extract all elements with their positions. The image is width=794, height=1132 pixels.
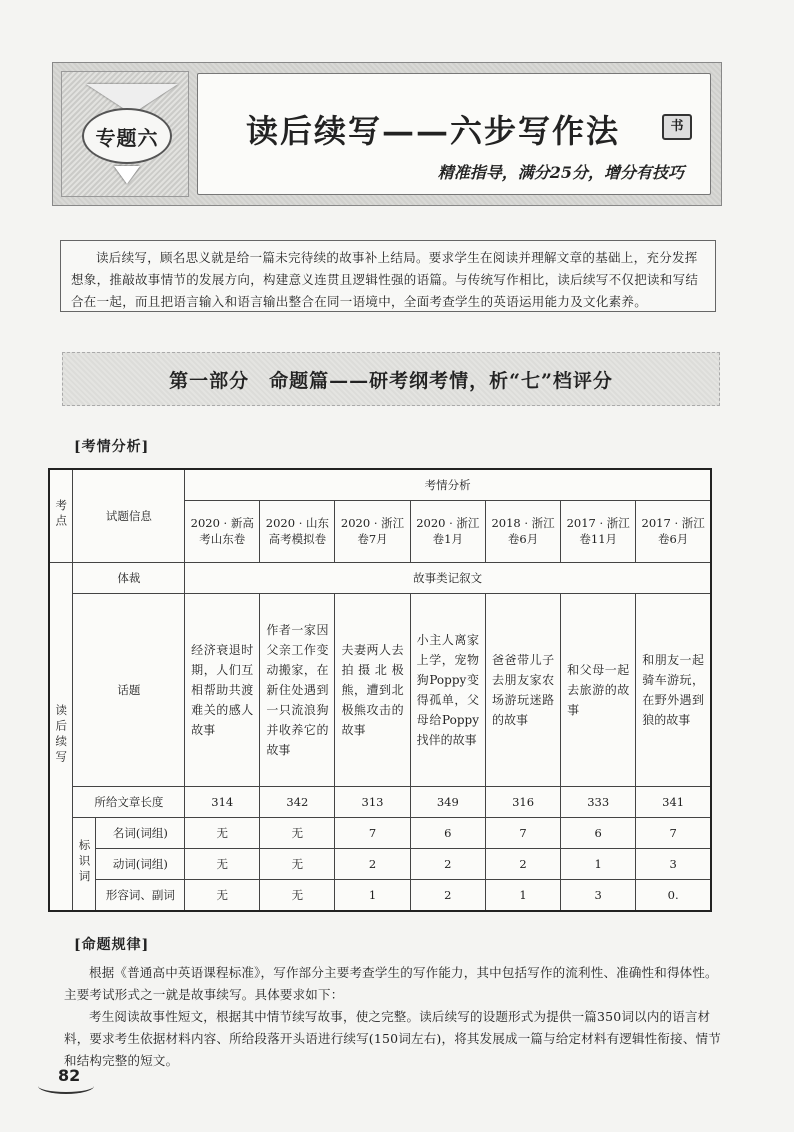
topic-cell: 作者一家因父亲工作变动搬家，在新住处遇到一只流浪狗并收养它的故事 (260, 594, 335, 787)
length-cell: 341 (636, 786, 711, 817)
topic-badge (61, 71, 189, 197)
exam-header: 2020 · 浙江卷7月 (335, 500, 410, 562)
count-cell: 1 (335, 880, 410, 911)
count-cell: 1 (486, 880, 561, 911)
badge-bottom-triangle (114, 166, 140, 184)
row-label: 动词(词组) (96, 849, 185, 880)
header-banner (52, 62, 722, 206)
count-cell: 3 (636, 849, 711, 880)
count-cell: 2 (335, 849, 410, 880)
info-label: 试题信息 (73, 469, 185, 562)
count-cell: 6 (561, 818, 636, 849)
page-number: 82 (36, 1064, 96, 1094)
count-cell: 3 (561, 880, 636, 911)
topic-label: 话题 (73, 594, 185, 787)
exam-header: 2017 · 浙江卷11月 (561, 500, 636, 562)
topic-cell: 爸爸带儿子去朋友家农场游玩迷路的故事 (486, 594, 561, 787)
exam-header: 2020 · 山东高考模拟卷 (260, 500, 335, 562)
length-cell: 316 (486, 786, 561, 817)
rule-paragraph: 根据《普通高中英语课程标准》，写作部分主要考查学生的写作能力，其中包括写作的流利性、准确性和得体性。主要考试形式之一就是故事续写。具体要求如下： (64, 965, 718, 1002)
count-cell: 2 (486, 849, 561, 880)
count-cell: 7 (335, 818, 410, 849)
genre-value: 故事类记叙文 (185, 562, 711, 593)
kaodian-cell: 考点 (49, 469, 73, 562)
length-cell: 314 (185, 786, 260, 817)
count-cell: 2 (410, 849, 485, 880)
exam-header: 2018 · 浙江卷6月 (486, 500, 561, 562)
side-label-cell: 读后续写 (49, 562, 73, 911)
rule-heading: [命题规律] (74, 937, 150, 953)
rule-text (64, 962, 724, 1072)
row-label: 形容词、副词 (96, 880, 185, 911)
section-title: 第一部分 命题篇——研考纲考情，析“七”档评分 (169, 369, 613, 392)
row-label: 名词(词组) (96, 818, 185, 849)
page-title: 读后续写——六步写作法 (246, 112, 621, 150)
genre-label: 体裁 (73, 562, 185, 593)
length-cell: 313 (335, 786, 410, 817)
section-title-bar (62, 352, 720, 406)
exam-header: 2020 · 新高考山东卷 (185, 500, 260, 562)
length-cell: 333 (561, 786, 636, 817)
length-cell: 342 (260, 786, 335, 817)
rule-paragraph: 考生阅读故事性短文，根据其中情节续写故事，使之完整。读后续写的设题形式为提供一篇350词以内的语言材料，要求考生依据材料内容、所给段落开头语进行续写(150词左右)，将其发展成一篇与给定材料有逻辑性衔接、情节和结构完整的短文。 (64, 1009, 721, 1068)
count-cell: 7 (486, 818, 561, 849)
count-cell: 无 (185, 880, 260, 911)
group-header: 考情分析 (185, 469, 711, 500)
count-cell: 7 (636, 818, 711, 849)
count-cell: 6 (410, 818, 485, 849)
topic-cell: 经济衰退时期，人们互相帮助共渡难关的感人故事 (185, 594, 260, 787)
count-cell: 无 (185, 818, 260, 849)
count-cell: 无 (260, 880, 335, 911)
intro-text: 读后续写，顾名思义就是给一篇未完待续的故事补上结局。要求学生在阅读并理解文章的基础上，充分发挥想象，推敲故事情节的发展方向，构建意义连贯且逻辑性强的语篇。与传统写作相比，读后续写不仅把读和写结合在一起，而且把语言输入和语言输出整合在同一语境中，全面考查学生的英语运用能力及文化素养。 (71, 250, 699, 309)
count-cell: 无 (260, 849, 335, 880)
count-cell: 1 (561, 849, 636, 880)
exam-header: 2017 · 浙江卷6月 (636, 500, 711, 562)
badge-label: 专题六 (82, 108, 172, 164)
marker-label-cell: 标识词 (73, 818, 96, 911)
count-cell: 无 (260, 818, 335, 849)
analysis-heading: [考情分析] (74, 439, 150, 455)
exam-header: 2020 · 浙江卷1月 (410, 500, 485, 562)
intro-box (60, 240, 716, 312)
count-cell: 无 (185, 849, 260, 880)
count-cell: 2 (410, 880, 485, 911)
topic-cell: 夫妻两人去拍摄北极熊，遭到北极熊攻击的故事 (335, 594, 410, 787)
exam-analysis-table (48, 468, 712, 912)
page-swoosh-icon (38, 1078, 94, 1094)
length-cell: 349 (410, 786, 485, 817)
count-cell: 0. (636, 880, 711, 911)
book-icon: 书 (662, 114, 692, 140)
banner-title-box (197, 73, 711, 195)
topic-cell: 小主人离家上学，宠物狗Poppy变得孤单，父母给Poppy找伴的故事 (410, 594, 485, 787)
page-subtitle: 精准指导，满分25分，增分有技巧 (437, 163, 684, 182)
length-label: 所给文章长度 (73, 786, 185, 817)
topic-cell: 和朋友一起骑车游玩，在野外遇到狼的故事 (636, 594, 711, 787)
topic-cell: 和父母一起去旅游的故事 (561, 594, 636, 787)
